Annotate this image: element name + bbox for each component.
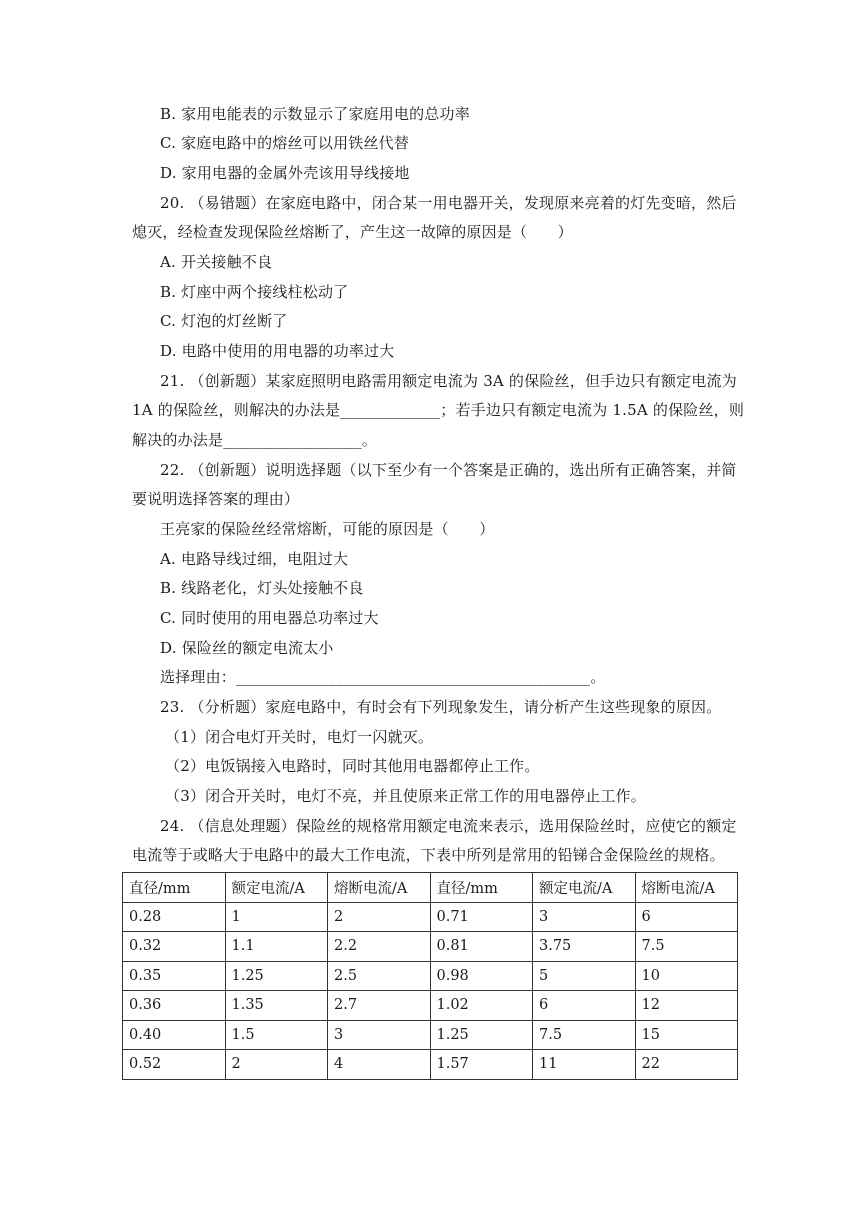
table-cell: 0.28 bbox=[123, 902, 226, 932]
table-row bbox=[123, 991, 738, 1021]
table-cell: 7.5 bbox=[635, 932, 738, 962]
header-cell: 直径/mm bbox=[430, 873, 533, 903]
table-cell: 3 bbox=[328, 1020, 431, 1050]
table-cell: 2.7 bbox=[328, 991, 431, 1021]
table-cell: 1.1 bbox=[225, 932, 328, 962]
table-cell: 3.75 bbox=[533, 932, 636, 962]
table-cell: 1.57 bbox=[430, 1050, 533, 1080]
table-cell: 0.40 bbox=[123, 1020, 226, 1050]
table-cell: 2 bbox=[225, 1050, 328, 1080]
question-23-stem: 23. （分析题）家庭电路中，有时会有下列现象发生，请分析产生这些现象的原因。 bbox=[160, 698, 722, 716]
table-cell: 11 bbox=[533, 1050, 636, 1080]
option-d-20: D. 电路中使用的用电器的功率过大 bbox=[160, 342, 395, 360]
question-22-prompt: 王亮家的保险丝经常熔断，可能的原因是（ ） bbox=[160, 520, 495, 538]
table-row bbox=[123, 932, 738, 962]
table-cell: 0.98 bbox=[430, 961, 533, 991]
question-20-stem: 20. （易错题）在家庭电路中，闭合某一用电器开关，发现原来亮着的灯先变暗，然后 bbox=[160, 194, 737, 212]
question-23-part-3: （3）闭合开关时，电灯不亮，并且使原来正常工作的用电器停止工作。 bbox=[165, 787, 646, 805]
table-cell: 0.71 bbox=[430, 902, 533, 932]
table-row bbox=[123, 961, 738, 991]
table-cell: 1.5 bbox=[225, 1020, 328, 1050]
table-cell: 1.25 bbox=[430, 1020, 533, 1050]
option-c-22: C. 同时使用的用电器总功率过大 bbox=[160, 609, 379, 627]
question-21-stem: 21. （创新题）某家庭照明电路需用额定电流为 3A 的保险丝，但手边只有额定电流为 bbox=[160, 372, 737, 390]
option-c-20: C. 灯泡的灯丝断了 bbox=[160, 312, 288, 330]
header-cell: 直径/mm bbox=[123, 873, 226, 903]
question-22-reason: 选择理由：______________________________________________。 bbox=[160, 668, 606, 686]
question-22-stem: 22. （创新题）说明选择题（以下至少有一个答案是正确的，选出所有正确答案，并简 bbox=[160, 461, 737, 479]
table-cell: 0.81 bbox=[430, 932, 533, 962]
table-cell: 0.32 bbox=[123, 932, 226, 962]
option-b-20: B. 灯座中两个接线柱松动了 bbox=[160, 283, 349, 301]
header-cell: 熔断电流/A bbox=[635, 873, 738, 903]
header-cell: 额定电流/A bbox=[533, 873, 636, 903]
table-cell: 2.2 bbox=[328, 932, 431, 962]
table-cell: 12 bbox=[635, 991, 738, 1021]
question-23-part-1: （1）闭合电灯开关时，电灯一闪就灭。 bbox=[165, 728, 434, 746]
question-20-stem-cont: 熄灭，经检查发现保险丝熔断了，产生这一故障的原因是（ ） bbox=[132, 223, 573, 241]
table-cell: 15 bbox=[635, 1020, 738, 1050]
table-cell: 6 bbox=[635, 902, 738, 932]
option-b-19: B. 家用电能表的示数显示了家庭用电的总功率 bbox=[160, 105, 470, 123]
table-cell: 1 bbox=[225, 902, 328, 932]
question-21-stem-end: 解决的办法是__________________。 bbox=[132, 431, 378, 449]
option-b-22: B. 线路老化，灯头处接触不良 bbox=[160, 579, 364, 597]
table-cell: 7.5 bbox=[533, 1020, 636, 1050]
question-22-stem-cont: 要说明选择答案的理由） bbox=[132, 490, 300, 508]
table-row bbox=[123, 1050, 738, 1080]
table-cell: 3 bbox=[533, 902, 636, 932]
question-24-stem-cont: 电流等于或略大于电路中的最大工作电流，下表中所列是常用的铅锑合金保险丝的规格。 bbox=[132, 846, 725, 864]
table-cell: 5 bbox=[533, 961, 636, 991]
question-23-part-2: （2）电饭锅接入电路时，同时其他用电器都停止工作。 bbox=[165, 757, 540, 775]
fuse-spec-table bbox=[122, 872, 738, 1080]
question-21-stem-cont: 1A 的保险丝，则解决的办法是_____________；若手边只有额定电流为 1.5A 的保险丝，则 bbox=[132, 401, 745, 419]
table-cell: 22 bbox=[635, 1050, 738, 1080]
table-cell: 10 bbox=[635, 961, 738, 991]
table-header-row bbox=[123, 873, 738, 903]
table-cell: 0.36 bbox=[123, 991, 226, 1021]
question-24-stem: 24. （信息处理题）保险丝的规格常用额定电流来表示，选用保险丝时，应使它的额定 bbox=[160, 817, 737, 835]
option-c-19: C. 家庭电路中的熔丝可以用铁丝代替 bbox=[160, 134, 410, 152]
table-cell: 4 bbox=[328, 1050, 431, 1080]
option-a-20: A. 开关接触不良 bbox=[160, 253, 273, 271]
table-cell: 0.52 bbox=[123, 1050, 226, 1080]
table-cell: 1.02 bbox=[430, 991, 533, 1021]
table-cell: 1.25 bbox=[225, 961, 328, 991]
table-row bbox=[123, 902, 738, 932]
header-cell: 熔断电流/A bbox=[328, 873, 431, 903]
header-cell: 额定电流/A bbox=[225, 873, 328, 903]
table-cell: 1.35 bbox=[225, 991, 328, 1021]
option-d-22: D. 保险丝的额定电流太小 bbox=[160, 639, 334, 657]
table-cell: 0.35 bbox=[123, 961, 226, 991]
table-cell: 6 bbox=[533, 991, 636, 1021]
table-cell: 2.5 bbox=[328, 961, 431, 991]
option-a-22: A. 电路导线过细，电阻过大 bbox=[160, 550, 349, 568]
table-row bbox=[123, 1020, 738, 1050]
table-cell: 2 bbox=[328, 902, 431, 932]
option-d-19: D. 家用电器的金属外壳该用导线接地 bbox=[160, 164, 410, 182]
